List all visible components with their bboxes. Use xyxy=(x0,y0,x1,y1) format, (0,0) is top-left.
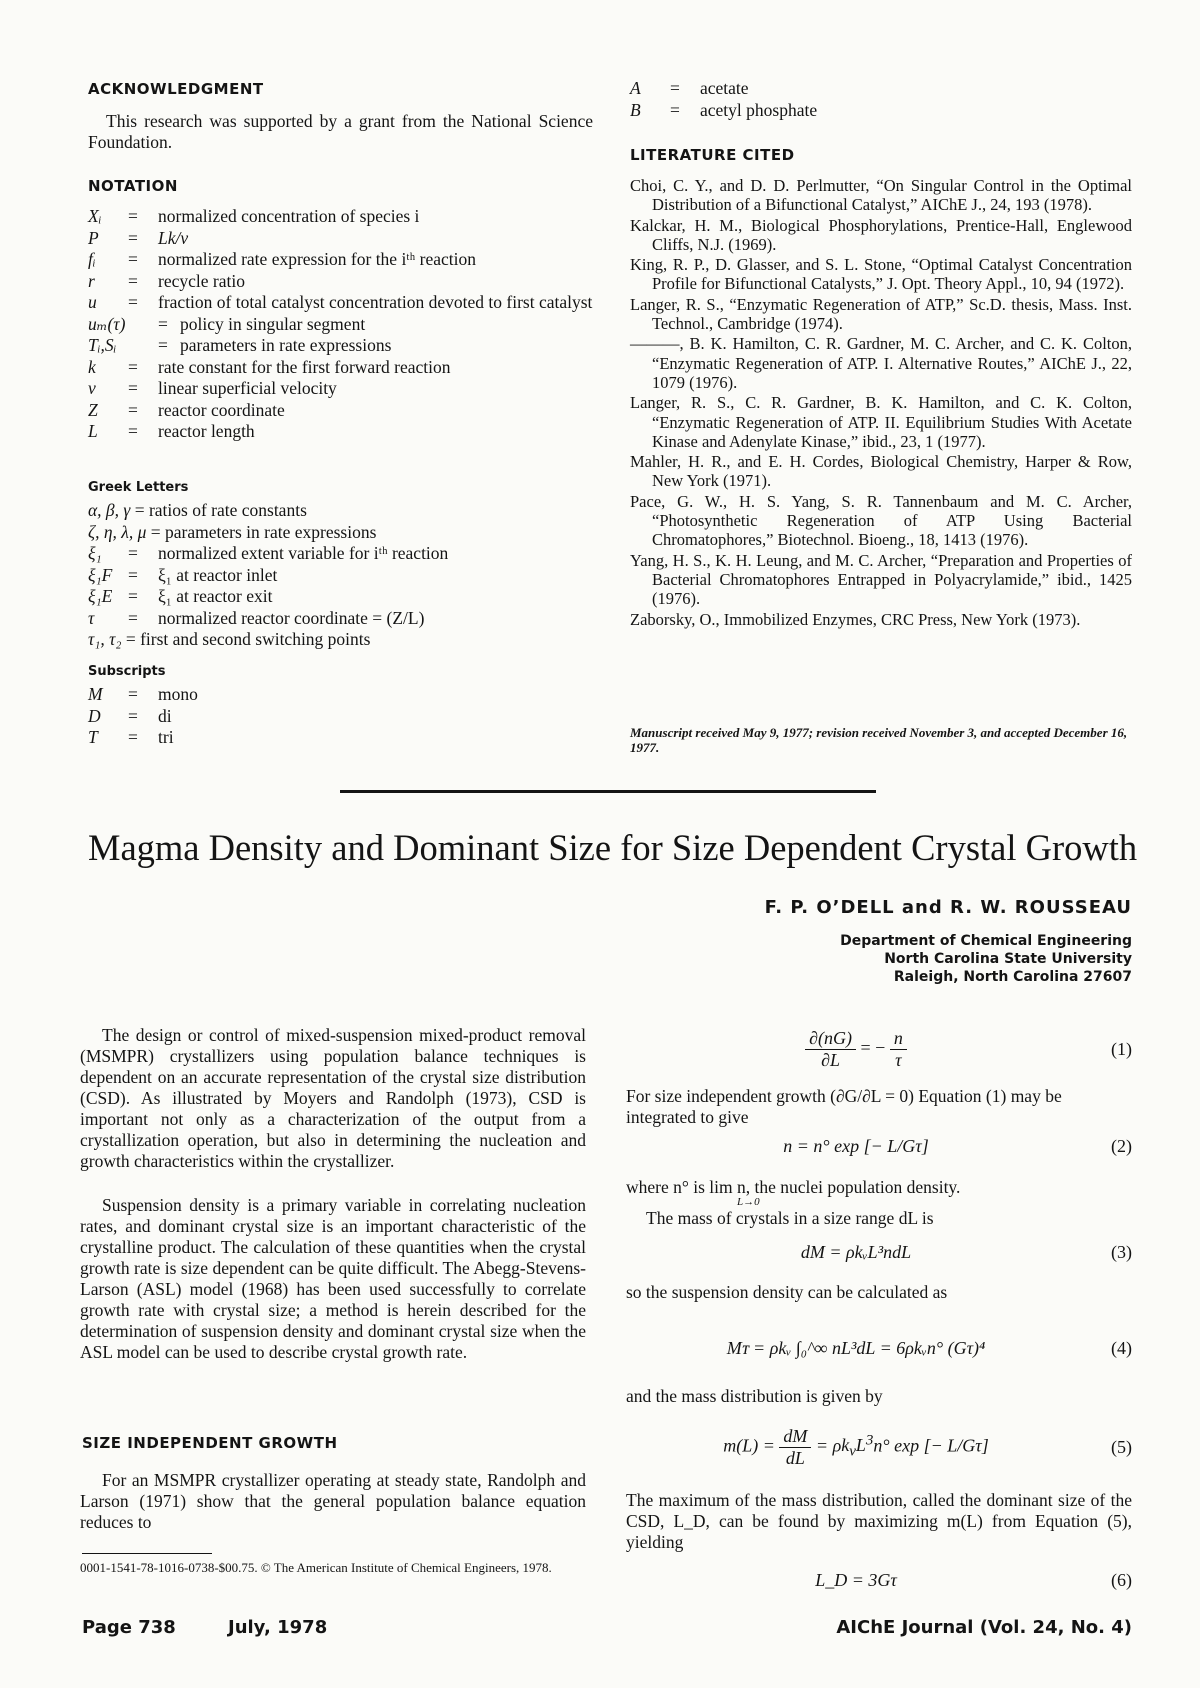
journal-reference: AIChE Journal (Vol. 24, No. 4) xyxy=(836,1617,1132,1638)
equation-number: (4) xyxy=(1111,1337,1132,1358)
greek-item: ζ, η, λ, μ = parameters in rate expressions xyxy=(88,521,377,542)
reference-item: Zaborsky, O., Immobilized Enzymes, CRC Press, New York (1973). xyxy=(630,609,1081,629)
notation-item: uₘ(τ) = policy in singular segment xyxy=(88,313,366,334)
equation-5: m(L) = $\frac{dM}{dL}$ = $\rho k_vL^3n^\circ$ exp [− L/Gτ] (5) xyxy=(723,1425,1132,1468)
notation-item: fᵢ = normalized rate expression for the iᵗʰ reaction xyxy=(88,249,477,269)
notation-item: Xᵢ = normalized concentration of species i xyxy=(88,206,420,226)
equation-1: $\frac{\partial(nG)}{\partial L}$ = − $\frac{n}{\tau}$ (1) xyxy=(630,1022,1132,1076)
affiliation-line: North Carolina State University xyxy=(884,951,1132,967)
body-text: The maximum of the mass distribution, called the dominant size of the CSD, L_D, can be found by maximizing m(L) from Equation (5), yielding xyxy=(626,1490,1132,1552)
body-text: and the mass distribution is given by xyxy=(626,1386,883,1406)
greek-item: ξ₁F = ξ₁ at reactor inlet xyxy=(88,564,278,585)
equation-3: dM = ρkᵥL³ndL (3) xyxy=(800,1242,1132,1262)
subscript-item: M = mono xyxy=(88,684,198,704)
body-text: so the suspension density can be calculated as xyxy=(626,1282,948,1302)
notation-item: B = acetyl phosphate xyxy=(630,99,818,120)
equation-number: (6) xyxy=(1111,1570,1132,1590)
notation-item: A = acetate xyxy=(630,78,749,98)
greek-item: α, β, γ = ratios of rate constants xyxy=(88,500,307,520)
greek-item: τ = normalized reactor coordinate = (Z/L) xyxy=(88,607,425,628)
intro-paragraph: Suspension density is a primary variable in correlating nucleation rates, and dominant crystal size is an important characteristic of the crystalline product. The calculation of these quantities when the crystal growth rate is size dependent can be quite difficult. The Abegg-Stevens-Larson (ASL) model (1968) has been used successfully to correlate growth rate with crystal size; a method is herein described for the determination of suspension density and dominant crystal size when the ASL model can be used to describe crystal growth rate. xyxy=(80,1195,586,1362)
subscript-item: D = di xyxy=(88,705,172,726)
article-title: Magma Density and Dominant Size for Size Dependent Crystal Growth xyxy=(88,827,1138,868)
notation-item: Tᵢ,Sᵢ = parameters in rate expressions xyxy=(88,335,392,355)
section-divider xyxy=(340,790,876,793)
literature-heading: LITERATURE CITED xyxy=(630,146,795,164)
equation-2: n = n° exp [− L/Gτ] (2) xyxy=(783,1136,1132,1156)
affiliation-line: Department of Chemical Engineering xyxy=(840,933,1132,949)
equation-number: (1) xyxy=(1111,1038,1132,1059)
greek-heading: Greek Letters xyxy=(88,480,189,495)
notation-item: v = linear superficial velocity xyxy=(88,378,337,398)
section-heading: SIZE INDEPENDENT GROWTH xyxy=(82,1434,338,1452)
page-number: Page 738 xyxy=(82,1617,176,1638)
equation-6: L_D = 3Gτ (6) xyxy=(815,1570,1132,1590)
notation-list xyxy=(88,206,593,443)
issue-date: July, 1978 xyxy=(228,1617,328,1638)
notation-item: P = Lk/v xyxy=(88,227,189,248)
equation-4: Mᴛ = ρkᵥ ∫₀^∞ nL³dL = 6ρkᵥn° (Gτ)⁴ (4) xyxy=(726,1337,1132,1358)
limit-subscript: L→0 xyxy=(737,1196,760,1208)
notation-item: u = fraction of total catalyst concentration devoted to first catalyst xyxy=(88,292,593,312)
reference-item: King, R. P., D. Glasser, and S. L. Stone, “Optimal Catalyst Concentration Profile for Bifunctional Catalysts,” J. Opt. Theory Appl., 10, 94 (1972). xyxy=(630,255,1132,294)
reference-item: ———, B. K. Hamilton, C. R. Gardner, M. C. Archer, and C. K. Colton, “Enzymatic Regeneration of ATP. I. Alternative Routes,” AIChE J., 22, 1079 (1976). xyxy=(630,334,1132,392)
equation-number: (3) xyxy=(1111,1242,1132,1262)
manuscript-note: Manuscript received May 9, 1977; revision received November 3, and accepted December 16, 1977. xyxy=(630,725,1128,755)
reference-item: Mahler, H. R., and E. H. Cordes, Biological Chemistry, Harper & Row, New York (1971). xyxy=(630,452,1132,491)
equation-number: (2) xyxy=(1111,1136,1132,1156)
notation-item: r = recycle ratio xyxy=(88,270,245,291)
acknowledgment-text: This research was supported by a grant from the National Science Foundation. xyxy=(88,111,593,152)
subscripts-heading: Subscripts xyxy=(88,664,166,679)
greek-list xyxy=(88,500,593,651)
reference-item: Langer, R. S., “Enzymatic Regeneration of ATP,” Sc.D. thesis, Mass. Inst. Technol., Cambridge (1974). xyxy=(630,294,1132,334)
notation-item: Z = reactor coordinate xyxy=(88,399,285,420)
notation-item: k = rate constant for the first forward reaction xyxy=(88,356,451,377)
affiliation-line: Raleigh, North Carolina 27607 xyxy=(893,969,1132,985)
equation-number: (5) xyxy=(1111,1436,1132,1457)
notation-continued xyxy=(630,78,1120,121)
section-paragraph: For an MSMPR crystallizer operating at steady state, Randolph and Larson (1971) show that the general population balance equation reduces to xyxy=(80,1470,586,1532)
reference-item: Pace, G. W., H. S. Yang, S. R. Tannenbaum and M. C. Archer, “Photosynthetic Regeneration of ATP Using Bacterial Chromatophores,” Biotechnol. Bioeng., 18, 1413 (1976). xyxy=(630,491,1132,550)
body-text: The mass of crystals in a size range dL is xyxy=(646,1208,934,1228)
footnote-rule xyxy=(82,1553,212,1554)
reference-list xyxy=(630,176,1132,630)
reference-item: Choi, C. Y., and D. D. Perlmutter, “On Singular Control in the Optimal Distribution of a Bifunctional Catalyst,” AIChE J., 24, 193 (1978). xyxy=(630,176,1132,215)
greek-item: ξ₁ = normalized extent variable for iᵗʰ reaction xyxy=(88,543,449,563)
greek-item: ξ₁E = ξ₁ at reactor exit xyxy=(88,586,273,606)
article-authors: F. P. O’DELL and R. W. ROUSSEAU xyxy=(764,897,1132,918)
reference-item: Kalckar, H. M., Biological Phosphorylations, Prentice-Hall, Englewood Cliffs, N.J. (1969). xyxy=(630,215,1132,254)
notation-item: L = reactor length xyxy=(88,421,255,441)
intro-paragraph: The design or control of mixed-suspension mixed-product removal (MSMPR) crystallizers using population balance techniques is dependent on an accurate representation of the crystal size distribution (CSD). As illustrated by Moyers and Randolph (1973), CSD is important not only as a characterization of the output from a crystallization operation, but also in determining the nucleation and growth characteristics within the crystallizer. xyxy=(80,1025,586,1171)
affiliation xyxy=(840,932,1132,986)
notation-heading: NOTATION xyxy=(88,177,178,195)
body-text: For size independent growth (∂G/∂L = 0) Equation (1) may be integrated to give xyxy=(626,1086,1062,1127)
greek-item: τ₁, τ₂ = first and second switching points xyxy=(88,629,371,649)
copyright-footnote: 0001-1541-78-1016-0738-$00.75. © The American Institute of Chemical Engineers, 1978. xyxy=(80,1560,552,1575)
reference-item: Yang, H. S., K. H. Leung, and M. C. Archer, “Preparation and Properties of Bacterial Chromatophores Entrapped in Polyacrylamide,” ibid., 1425 (1976). xyxy=(630,550,1132,609)
body-text: where n° is lim n, the nuclei population density. xyxy=(626,1177,961,1197)
subscript-item: T = tri xyxy=(88,727,174,747)
acknowledgment-heading: ACKNOWLEDGMENT xyxy=(88,80,264,98)
subscripts-list xyxy=(88,684,593,749)
reference-item: Langer, R. S., C. R. Gardner, B. K. Hamilton, and C. K. Colton, “Enzymatic Regeneration of ATP. II. Equilibrium Studies With Acetate Kinase and Adenylate Kinase,” ibid., 23, 1 (1977). xyxy=(630,393,1132,451)
